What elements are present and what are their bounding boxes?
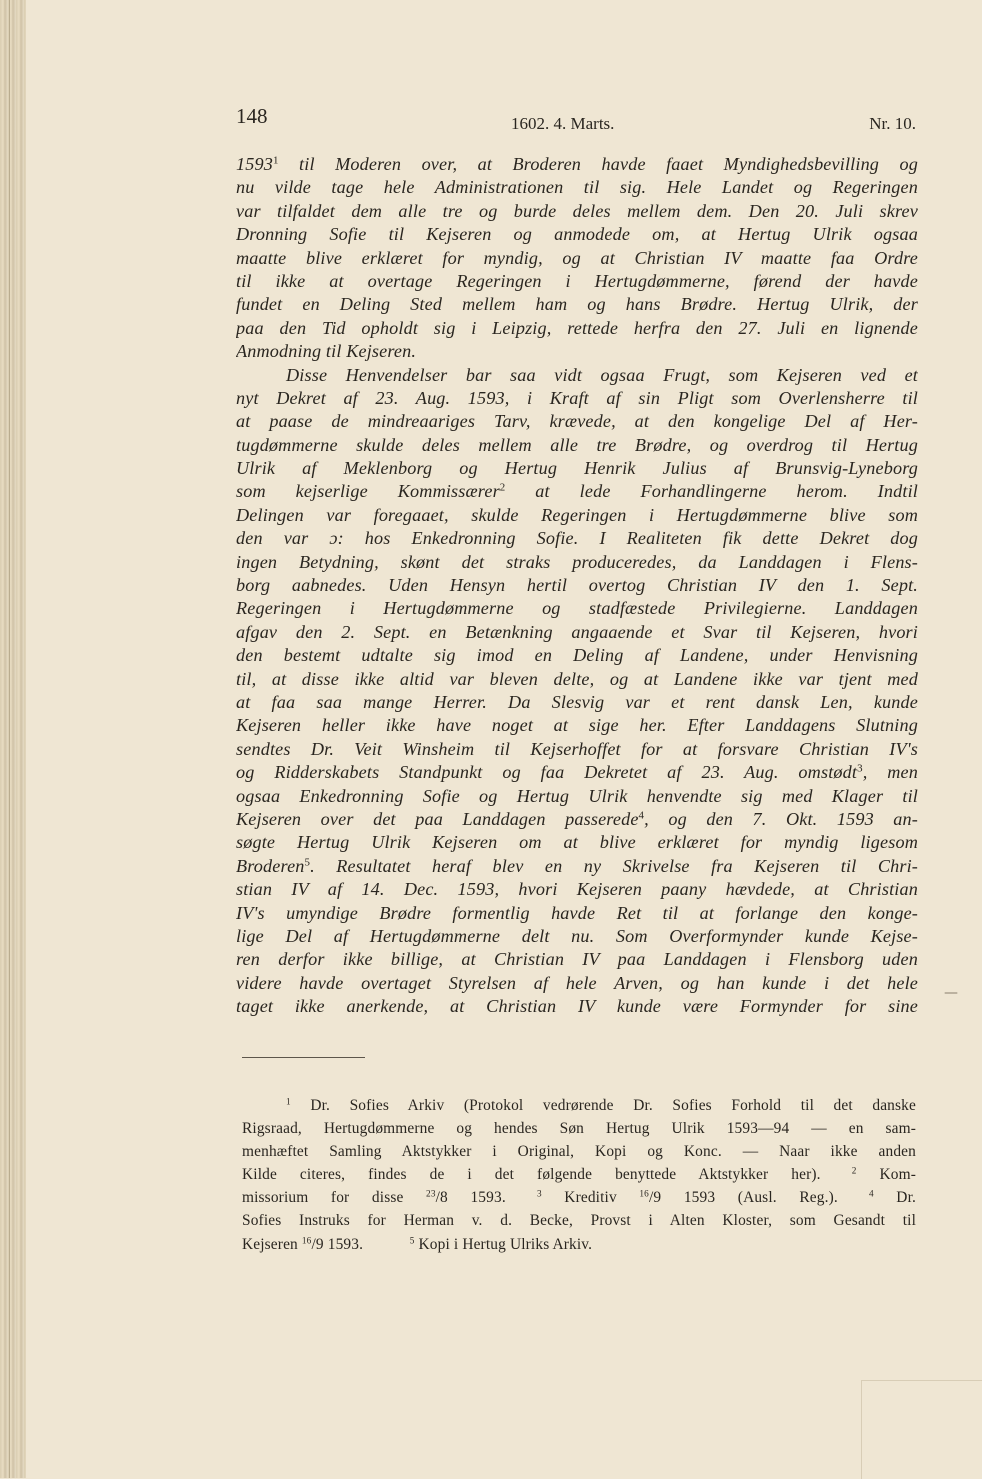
page-corner-outline bbox=[861, 1380, 982, 1479]
body-line: som kejserlige Kommissærer$^2$ at lede Forhandlingerne herom. Indtil bbox=[236, 481, 918, 502]
body-line: søgte Hertug Ulrik Kejseren om at blive erklæret for myndig ligesom bbox=[236, 832, 918, 853]
body-line: nu vilde tage hele Administrationen til sig. Hele Landet og Regeringen bbox=[236, 177, 918, 198]
body-line: fundet en Deling Sted mellem ham og hans Brødre. Hertug Ulrik, der bbox=[236, 294, 918, 315]
body-line: Delingen var foregaaet, skulde Regeringen i Hertugdømmerne blive som bbox=[236, 504, 918, 525]
body-line: nyt Dekret af 23. Aug. 1593, i Kraft af sin Pligt som Overlensherre til bbox=[236, 387, 918, 408]
body-line: borg aabnedes. Uden Hensyn hertil overtog Christian IV den 1. Sept. bbox=[236, 575, 918, 596]
document-number: Nr. 10. bbox=[869, 114, 916, 133]
page-number: 148 bbox=[236, 104, 268, 128]
body-line: Ulrik af Meklenborg og Hertug Henrik Julius af Brunsvig-Lyneborg bbox=[236, 458, 918, 479]
body-line: 1593$^1$ til Moderen over, at Broderen havde faaet Myndighedsbevilling og bbox=[236, 154, 918, 174]
body-line: ren derfor ikke billige, at Christian IV paa Landdagen i Flensborg uden bbox=[236, 949, 918, 970]
body-line: ogsaa Enkedronning Sofie og Hertug Ulrik henvendte sig med Klager til bbox=[236, 785, 918, 806]
body-line: paa den Tid opholdt sig i Leipzig, rettede herfra den 27. Juli en lignende bbox=[236, 317, 918, 338]
body-line: afgav den 2. Sept. en Betænkning angaaende et Svar til Kejseren, hvori bbox=[236, 621, 918, 642]
body-line: Kejseren over det paa Landdagen passerede$^4$, og den 7. Okt. 1593 an- bbox=[236, 808, 918, 829]
page-header bbox=[236, 104, 916, 136]
footnote-line: menhæftet Samling Aktstykker i Original, Kopi og Konc. — Naar ikke anden bbox=[242, 1143, 916, 1161]
footnote-line: Kejseren $^{16}$/9 1593. $^5$ Kopi i Hertug Ulriks Arkiv. bbox=[242, 1235, 593, 1253]
footnote-separator bbox=[242, 1057, 365, 1058]
footnote-line: Rigsraad, Hertugdømmerne og hendes Søn Hertug Ulrik 1593—94 — en sam- bbox=[242, 1120, 916, 1138]
footnote-line: Sofies Instruks for Herman v. d. Becke, Provst i Alten Kloster, som Gesandt til bbox=[242, 1212, 916, 1230]
body-line: Regeringen i Hertugdømmerne og stadfæstede Privilegierne. Landdagen bbox=[236, 598, 918, 619]
body-line: var tilfaldet dem alle tre og burde deles mellem dem. Den 20. Juli skrev bbox=[236, 200, 918, 221]
body-line: IV's umyndige Brødre formentlig havde Ret til at forlange den konge- bbox=[236, 902, 918, 923]
footnote-line: missorium for disse $^{23}$/8 1593. $^3$ Kreditiv $^{16}$/9 1593 (Ausl. Reg.). $^4$ Dr. bbox=[242, 1188, 916, 1207]
body-line-paragraph-end: Anmodning til Kejseren. bbox=[236, 341, 417, 362]
body-line: Kejseren heller ikke have noget at sige her. Efter Landdagens Slutning bbox=[236, 715, 918, 736]
body-line: til, at disse ikke altid var bleven delte, og at Landene ikke var tjent med bbox=[236, 668, 918, 689]
body-line: stian IV af 14. Dec. 1593, hvori Kejseren paany hævdede, at Christian bbox=[236, 879, 918, 900]
body-line: Broderen$^5$. Resultatet heraf blev en ny Skrivelse fra Kejseren til Chri- bbox=[236, 855, 918, 876]
body-line: tugdømmerne skulde deles mellem alle tre Brødre, og overdrog til Hertug bbox=[236, 434, 918, 455]
body-text bbox=[236, 153, 918, 1018]
body-line: taget ikke anerkende, at Christian IV kunde være Formynder for sine bbox=[236, 996, 918, 1017]
body-line: og Ridderskabets Standpunkt og faa Dekretet af 23. Aug. omstødt$^3$, men bbox=[236, 762, 918, 783]
body-line: til ikke at overtage Regeringen i Hertugdømmerne, førend der havde bbox=[236, 270, 918, 291]
body-line: maatte blive erklæret for myndig, og at Christian IV maatte faa Ordre bbox=[236, 247, 918, 268]
body-line-paragraph-start: Disse Henvendelser bar saa vidt ogsaa Frugt, som Kejseren ved et bbox=[286, 364, 918, 385]
footnotes bbox=[242, 1094, 916, 1256]
footnote-line: Kilde citeres, findes de i det følgende benyttede Aktstykker her). $^2$ Kom- bbox=[242, 1165, 916, 1184]
footnote-line: $^1$ Dr. Sofies Arkiv (Protokol vedrørende Dr. Sofies Forhold til det danske bbox=[286, 1096, 916, 1114]
body-line: sendtes Dr. Veit Winsheim til Kejserhoffet for at forsvare Christian IV's bbox=[236, 738, 918, 759]
spine-fold-line bbox=[9, 0, 10, 1478]
body-line: den bestemt udtalte sig imod en Deling af Landene, under Henvisning bbox=[236, 645, 918, 666]
book-spine-edge bbox=[0, 0, 26, 1478]
body-line: at paase de mindreaariges Tarv, krævede, at den kongelige Del af Her- bbox=[236, 411, 918, 432]
body-line: den var ɔ: hos Enkedronning Sofie. I Realiteten fik dette Dekret dog bbox=[236, 528, 918, 549]
body-line: ingen Betydning, skønt det straks produceredes, da Landdagen i Flens- bbox=[236, 551, 918, 572]
body-line: lige Del af Hertugdømmerne delt nu. Som Overformynder kunde Kejse- bbox=[236, 925, 918, 946]
body-line: Dronning Sofie til Kejseren og anmodede om, at Hertug Ulrik ogsaa bbox=[236, 224, 918, 245]
margin-pencil-mark: — bbox=[944, 985, 958, 1001]
running-head-date: 1602. 4. Marts. bbox=[511, 114, 615, 133]
body-line: at faa saa mange Herrer. Da Slesvig var et rent dansk Len, kunde bbox=[236, 691, 918, 712]
body-line: videre havde overtaget Styrelsen af hele Arven, og han kunde i det hele bbox=[236, 972, 918, 993]
